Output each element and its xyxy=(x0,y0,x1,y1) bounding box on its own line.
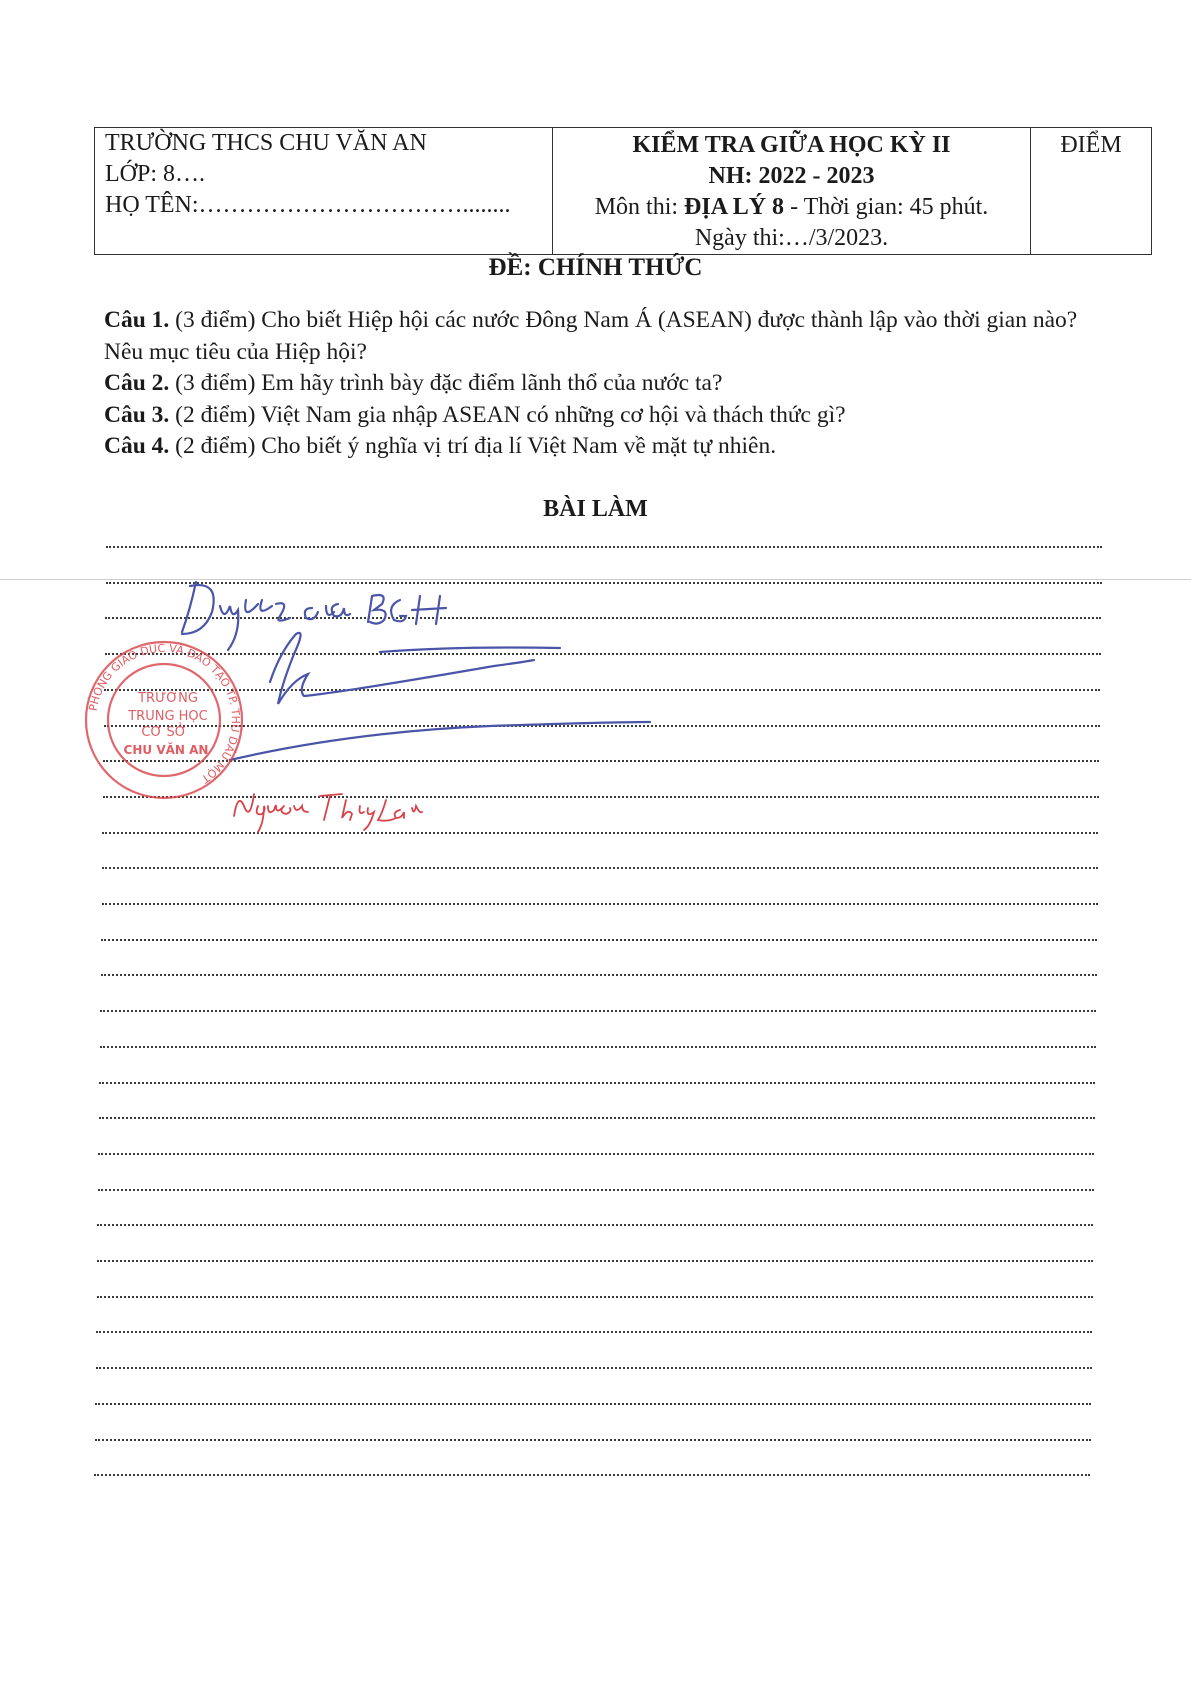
score-label: ĐIỂM xyxy=(1060,132,1122,158)
name-field: HỌ TÊN:……………………………........ xyxy=(105,192,511,218)
stamp-line: TRƯỜNG xyxy=(138,691,198,706)
question-text: (2 điểm) Cho biết ý nghĩa vị trí địa lí Việt Nam về mặt tự nhiên. xyxy=(169,433,777,459)
question-label: Câu 1. xyxy=(104,307,170,333)
stamp-ring-text: PHÒNG GIÁO DỤC VÀ ĐÀO TẠO TP. THỦ DẦU MỘT xyxy=(86,641,243,786)
question-label: Câu 3. xyxy=(104,401,170,428)
exam-type-title: ĐỀ: CHÍNH THỨC xyxy=(488,254,703,281)
duration: - Thời gian: 45 phút. xyxy=(784,194,989,220)
stamp-line: CƠ SỞ xyxy=(141,725,187,740)
class-field: LỚP: 8…. xyxy=(105,161,206,187)
question-text: (2 điểm) Việt Nam gia nhập ASEAN có những cơ hội và thách thức gì? xyxy=(169,401,846,428)
subject-name: ĐỊA LÝ 8 xyxy=(684,194,785,220)
question-label: Câu 4. xyxy=(104,433,170,459)
stamp-line: CHU VĂN AN xyxy=(123,743,209,757)
question-text: (3 điểm) Cho biết Hiệp hội các nước Đông Nam Á (ASEAN) được thành lập vào thời gian nào? Nêu mục tiêu của Hiệp hội? xyxy=(104,307,1078,365)
stamp-line: TRUNG HỌC xyxy=(128,709,208,724)
exam-title: KIỂM TRA GIỮA HỌC KỲ II xyxy=(632,132,951,158)
school-name: TRƯỜNG THCS CHU VĂN AN xyxy=(105,130,427,156)
answer-section-title: BÀI LÀM xyxy=(543,496,648,522)
school-year: NH: 2022 - 2023 xyxy=(708,163,875,189)
question-text: (3 điểm) Em hãy trình bày đặc điểm lãnh thổ của nước ta? xyxy=(169,370,723,396)
subject-prefix: Môn thi: xyxy=(594,194,685,220)
question-label: Câu 2. xyxy=(104,370,170,396)
exam-date: Ngày thi:…/3/2023. xyxy=(694,225,889,251)
school-stamp xyxy=(78,632,258,812)
